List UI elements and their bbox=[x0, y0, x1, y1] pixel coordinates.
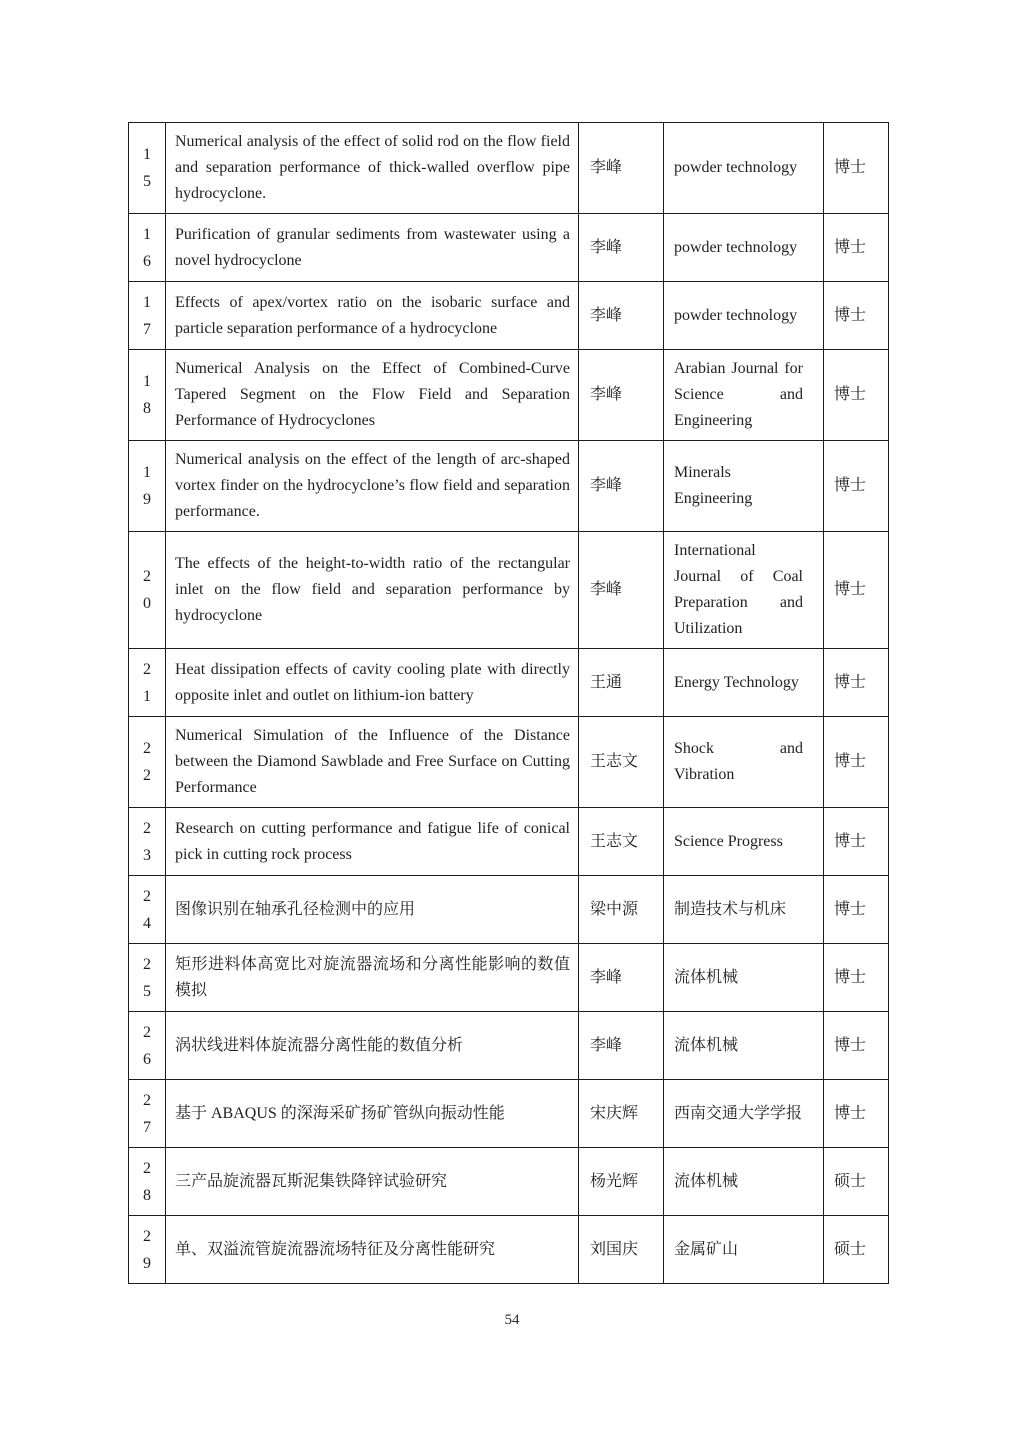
row-number-cell bbox=[129, 282, 166, 350]
author-cell: 李峰 bbox=[579, 214, 664, 282]
table-row bbox=[129, 282, 889, 350]
table-row bbox=[129, 808, 889, 876]
journal-cell: powder technology bbox=[664, 214, 824, 282]
table-row bbox=[129, 123, 889, 214]
author-cell: 李峰 bbox=[579, 350, 664, 441]
table-row bbox=[129, 1216, 889, 1284]
journal-cell: 流体机械 bbox=[664, 1012, 824, 1080]
author-cell: 李峰 bbox=[579, 282, 664, 350]
row-number-cell bbox=[129, 944, 166, 1012]
row-number: 19 bbox=[143, 464, 151, 508]
journal-cell: powder technology bbox=[664, 123, 824, 214]
row-number: 28 bbox=[143, 1159, 151, 1204]
title-cell: Research on cutting performance and fatigue life of conical pick in cutting rock process bbox=[166, 808, 579, 876]
row-number: 25 bbox=[143, 955, 151, 1000]
row-number: 16 bbox=[143, 225, 151, 270]
degree-cell: 博士 bbox=[824, 441, 889, 532]
title-cell: Numerical analysis on the effect of the length of arc-shaped vortex finder on the hydrocyclone’s flow field and separation performance. bbox=[166, 441, 579, 532]
title-cell: Purification of granular sediments from wastewater using a novel hydrocyclone bbox=[166, 214, 579, 282]
author-cell: 李峰 bbox=[579, 944, 664, 1012]
row-number-cell bbox=[129, 649, 166, 717]
degree-cell: 博士 bbox=[824, 282, 889, 350]
author-cell: 梁中源 bbox=[579, 876, 664, 944]
degree-cell: 博士 bbox=[824, 1012, 889, 1080]
row-number-cell bbox=[129, 350, 166, 441]
row-number-cell bbox=[129, 808, 166, 876]
degree-cell: 博士 bbox=[824, 1080, 889, 1148]
journal-cell: International Journal of Coal Preparation and Utilization bbox=[664, 532, 824, 649]
journal-cell: Science Progress bbox=[664, 808, 824, 876]
row-number-cell bbox=[129, 1216, 166, 1284]
row-number: 26 bbox=[143, 1023, 151, 1068]
row-number-cell bbox=[129, 1148, 166, 1216]
degree-cell: 博士 bbox=[824, 649, 889, 717]
degree-cell: 硕士 bbox=[824, 1216, 889, 1284]
row-number-cell bbox=[129, 1080, 166, 1148]
title-cell: 三产品旋流器瓦斯泥集铁降锌试验研究 bbox=[166, 1148, 579, 1216]
journal-cell: Energy Technology bbox=[664, 649, 824, 717]
title-cell: Numerical Simulation of the Influence of the Distance between the Diamond Sawblade and Free Surface on Cutting Performance bbox=[166, 717, 579, 808]
row-number-cell bbox=[129, 123, 166, 214]
journal-cell: 西南交通大学学报 bbox=[664, 1080, 824, 1148]
title-cell: Effects of apex/vortex ratio on the isobaric surface and particle separation performance of a hydrocyclone bbox=[166, 282, 579, 350]
degree-cell: 博士 bbox=[824, 350, 889, 441]
author-cell: 杨光辉 bbox=[579, 1148, 664, 1216]
row-number-cell bbox=[129, 717, 166, 808]
title-cell: 基于 ABAQUS 的深海采矿扬矿管纵向振动性能 bbox=[166, 1080, 579, 1148]
author-cell: 王通 bbox=[579, 649, 664, 717]
page-number: 54 bbox=[504, 1312, 520, 1328]
row-number: 27 bbox=[143, 1091, 151, 1136]
degree-cell: 博士 bbox=[824, 876, 889, 944]
author-cell: 李峰 bbox=[579, 441, 664, 532]
journal-cell: Arabian Journal for Science and Engineering bbox=[664, 350, 824, 441]
title-cell: 涡状线进料体旋流器分离性能的数值分析 bbox=[166, 1012, 579, 1080]
author-cell: 李峰 bbox=[579, 123, 664, 214]
journal-cell: Minerals Engineering bbox=[664, 441, 824, 532]
row-number: 22 bbox=[143, 740, 151, 784]
title-cell: 图像识别在轴承孔径检测中的应用 bbox=[166, 876, 579, 944]
row-number: 15 bbox=[143, 146, 151, 190]
title-cell: Heat dissipation effects of cavity cooling plate with directly opposite inlet and outlet on lithium-ion battery bbox=[166, 649, 579, 717]
table-row bbox=[129, 649, 889, 717]
table-row bbox=[129, 214, 889, 282]
publication-table bbox=[128, 122, 889, 1284]
row-number-cell bbox=[129, 1012, 166, 1080]
table-row bbox=[129, 532, 889, 649]
author-cell: 王志文 bbox=[579, 808, 664, 876]
table-row bbox=[129, 350, 889, 441]
table-row bbox=[129, 1080, 889, 1148]
degree-cell: 博士 bbox=[824, 532, 889, 649]
journal-cell: 金属矿山 bbox=[664, 1216, 824, 1284]
table-row bbox=[129, 1148, 889, 1216]
row-number: 17 bbox=[143, 293, 151, 338]
title-cell: 单、双溢流管旋流器流场特征及分离性能研究 bbox=[166, 1216, 579, 1284]
journal-cell: 制造技术与机床 bbox=[664, 876, 824, 944]
journal-cell: Shock and Vibration bbox=[664, 717, 824, 808]
row-number-cell bbox=[129, 876, 166, 944]
degree-cell: 博士 bbox=[824, 717, 889, 808]
author-cell: 王志文 bbox=[579, 717, 664, 808]
journal-cell: 流体机械 bbox=[664, 944, 824, 1012]
author-cell: 李峰 bbox=[579, 1012, 664, 1080]
degree-cell: 博士 bbox=[824, 214, 889, 282]
row-number-cell bbox=[129, 532, 166, 649]
author-cell: 李峰 bbox=[579, 532, 664, 649]
row-number-cell bbox=[129, 441, 166, 532]
table-row bbox=[129, 876, 889, 944]
title-cell: 矩形进料体高宽比对旋流器流场和分离性能影响的数值模拟 bbox=[166, 944, 579, 1012]
row-number: 24 bbox=[143, 887, 151, 932]
row-number: 20 bbox=[143, 568, 151, 612]
degree-cell: 博士 bbox=[824, 123, 889, 214]
row-number-cell bbox=[129, 214, 166, 282]
title-cell: Numerical analysis of the effect of solid rod on the flow field and separation performance of thick-walled overflow pipe hydrocyclone. bbox=[166, 123, 579, 214]
author-cell: 刘国庆 bbox=[579, 1216, 664, 1284]
degree-cell: 博士 bbox=[824, 808, 889, 876]
table-row bbox=[129, 441, 889, 532]
title-cell: Numerical Analysis on the Effect of Combined-Curve Tapered Segment on the Flow Field and Separation Performance of Hydrocyclones bbox=[166, 350, 579, 441]
publication-table-container bbox=[128, 122, 888, 1284]
row-number: 21 bbox=[143, 660, 151, 705]
row-number: 18 bbox=[143, 373, 151, 417]
author-cell: 宋庆辉 bbox=[579, 1080, 664, 1148]
table-row bbox=[129, 944, 889, 1012]
row-number: 23 bbox=[143, 819, 151, 864]
row-number: 29 bbox=[143, 1227, 151, 1272]
degree-cell: 博士 bbox=[824, 944, 889, 1012]
table-row bbox=[129, 717, 889, 808]
degree-cell: 硕士 bbox=[824, 1148, 889, 1216]
title-cell: The effects of the height-to-width ratio of the rectangular inlet on the flow field and separation performance by hydrocyclone bbox=[166, 532, 579, 649]
journal-cell: 流体机械 bbox=[664, 1148, 824, 1216]
journal-cell: powder technology bbox=[664, 282, 824, 350]
table-row bbox=[129, 1012, 889, 1080]
